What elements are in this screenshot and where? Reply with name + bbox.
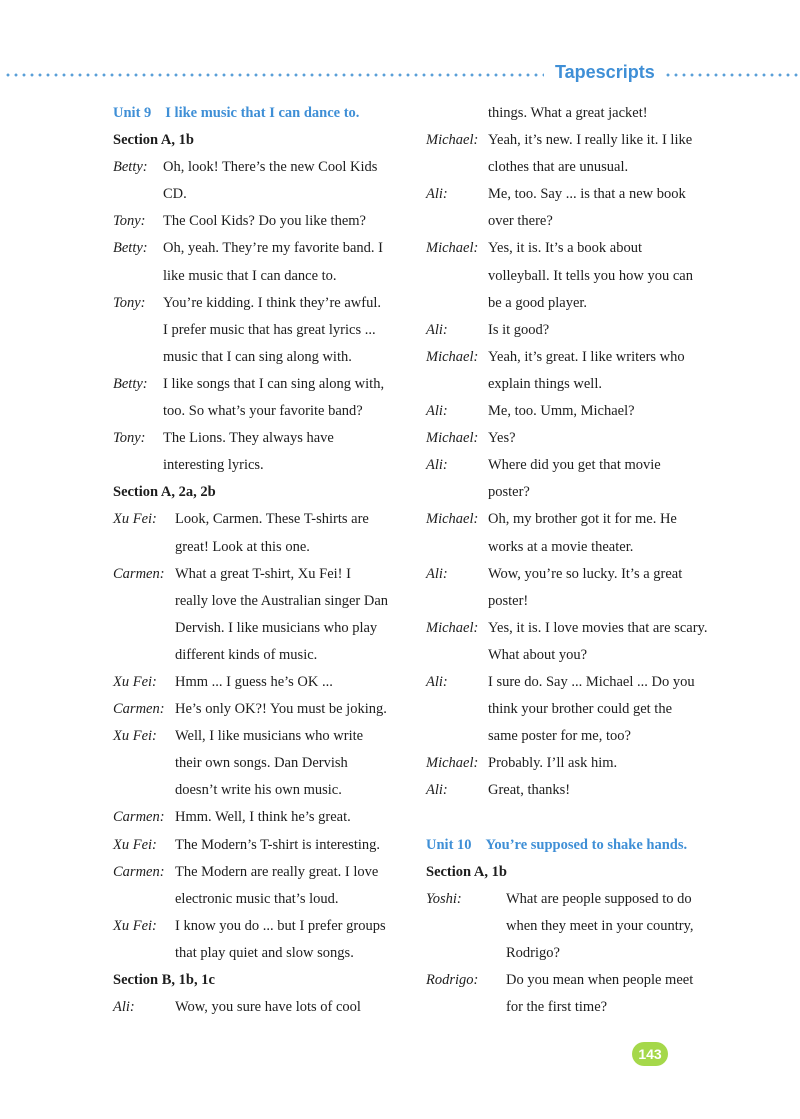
dialogue-line — [426, 425, 726, 452]
dialogue-line — [426, 642, 726, 669]
speaker-name: Ali: — [426, 186, 448, 203]
dialogue-line — [113, 750, 413, 777]
dialogue-line — [426, 479, 726, 506]
dialogue-line — [426, 615, 726, 642]
dialogue-line — [113, 588, 413, 615]
speaker-name: Ali: — [426, 457, 448, 474]
dialogue-text: different kinds of music. — [175, 646, 318, 663]
dialogue-text: The Cool Kids? Do you like them? — [163, 213, 366, 230]
speaker-name: Tony: — [113, 430, 146, 447]
dialogue-text: The Modern’s T-shirt is interesting. — [175, 836, 380, 853]
dialogue-line — [426, 723, 726, 750]
dialogue-text: explain things well. — [488, 375, 602, 392]
header-title: Tapescripts — [555, 62, 655, 82]
dialogue-text: Hmm. Well, I think he’s great. — [175, 809, 351, 826]
dotted-rule-left — [4, 73, 544, 77]
dialogue-line — [113, 398, 413, 425]
section-heading: Section B, 1b, 1c — [113, 972, 215, 988]
dialogue-line — [426, 886, 726, 913]
dialogue-line — [426, 127, 726, 154]
dialogue-text: Yeah, it’s great. I like writers who — [488, 348, 685, 365]
dialogue-text: I sure do. Say ... Michael ... Do you — [488, 673, 695, 690]
dialogue-text: The Lions. They always have — [163, 430, 334, 447]
speaker-name: Xu Fei: — [113, 673, 157, 690]
speaker-name: Ali: — [426, 403, 448, 420]
dialogue-text: CD. — [163, 186, 187, 203]
dialogue-text: Yeah, it’s new. I really like it. I like — [488, 132, 693, 149]
dialogue-text: What are people supposed to do — [506, 890, 692, 907]
speaker-name: Xu Fei: — [113, 511, 157, 528]
speaker-name: Yoshi: — [426, 890, 462, 907]
speaker-name: Tony: — [113, 213, 146, 230]
dialogue-text: Oh, look! There’s the new Cool Kids — [163, 159, 378, 176]
dialogue-line — [426, 371, 726, 398]
dialogue-text: over there? — [488, 213, 553, 230]
dialogue-block — [426, 886, 726, 1021]
dialogue-text: Do you mean when people meet — [506, 972, 694, 988]
dialogue-line — [426, 994, 726, 1021]
dialogue-line — [113, 723, 413, 750]
dialogue-text: What about you? — [488, 646, 588, 663]
dialogue-text: same poster for me, too? — [488, 728, 631, 745]
dialogue-text: Wow, you’re so lucky. It’s a great — [488, 565, 683, 582]
dialogue-block — [426, 100, 726, 804]
dialogue-line — [426, 669, 726, 696]
dialogue-line — [113, 777, 413, 804]
dialogue-line — [113, 642, 413, 669]
dialogue-text: when they meet in your country, — [506, 917, 694, 934]
dialogue-line — [113, 615, 413, 642]
section-heading: Section A, 1b — [113, 132, 194, 149]
dialogue-line — [113, 208, 413, 235]
unit-number: Unit 9 — [113, 105, 152, 121]
speaker-name: Ali: — [426, 565, 448, 582]
dialogue-line — [426, 235, 726, 262]
dialogue-text: things. What a great jacket! — [488, 105, 648, 121]
dialogue-line — [113, 425, 413, 452]
dialogue-text: What a great T-shirt, Xu Fei! I — [175, 565, 351, 582]
dialogue-line — [113, 263, 413, 290]
dialogue-text: Rodrigo? — [506, 944, 560, 961]
dialogue-text: Oh, yeah. They’re my favorite band. I — [163, 240, 383, 257]
speaker-name: Betty: — [113, 159, 148, 176]
speaker-name: Carmen: — [113, 565, 165, 582]
speaker-name: Tony: — [113, 294, 146, 311]
dialogue-text: I like songs that I can sing along with, — [163, 375, 385, 392]
speaker-name: Rodrigo: — [426, 972, 479, 988]
dialogue-line — [113, 452, 413, 479]
dialogue-line — [113, 534, 413, 561]
dialogue-line — [426, 696, 726, 723]
spacer — [426, 804, 726, 831]
speaker-name: Carmen: — [113, 809, 165, 826]
dialogue-line — [113, 859, 413, 886]
speaker-name: Michael: — [426, 755, 479, 772]
dialogue-text: Where did you get that movie — [488, 457, 661, 474]
dialogue-line — [426, 777, 726, 804]
dialogue-text: Yes, it is. I love movies that are scary. — [488, 619, 708, 636]
dotted-rule-right — [664, 73, 800, 77]
dialogue-line — [113, 317, 413, 344]
dialogue-text: be a good player. — [488, 294, 588, 311]
dialogue-text: Yes, it is. It’s a book about — [488, 240, 643, 257]
dialogue-line — [113, 344, 413, 371]
speaker-name: Ali: — [426, 782, 448, 799]
dialogue-text: their own songs. Dan Dervish — [175, 755, 348, 772]
section-heading: Section A, 1b — [426, 863, 507, 880]
dialogue-text: Probably. I’ll ask him. — [488, 755, 618, 772]
speaker-name: Xu Fei: — [113, 836, 157, 853]
speaker-name: Michael: — [426, 511, 479, 528]
dialogue-text: works at a movie theater. — [488, 538, 634, 555]
dialogue-text: Me, too. Umm, Michael? — [488, 403, 635, 420]
dialogue-line — [426, 506, 726, 533]
speaker-name: Michael: — [426, 132, 479, 149]
dialogue-text: too. So what’s your favorite band? — [163, 403, 363, 420]
dialogue-text: great! Look at this one. — [175, 538, 310, 555]
speaker-name: Ali: — [113, 999, 135, 1016]
dialogue-block — [113, 994, 413, 1021]
speaker-name: Betty: — [113, 240, 148, 257]
dialogue-text: think your brother could get the — [488, 701, 673, 718]
dialogue-text: poster? — [488, 484, 530, 501]
unit-10-heading — [426, 832, 726, 859]
dialogue-line — [426, 263, 726, 290]
dialogue-text: poster! — [488, 592, 529, 609]
dialogue-text: music that I can sing along with. — [163, 348, 352, 365]
dialogue-text: volleyball. It tells you how you can — [488, 267, 693, 284]
dialogue-line — [113, 181, 413, 208]
dialogue-line — [113, 940, 413, 967]
dialogue-line — [113, 669, 413, 696]
unit-title: I like music that I can dance to. — [165, 105, 360, 121]
speaker-name: Michael: — [426, 619, 479, 636]
dialogue-line — [113, 371, 413, 398]
dialogue-text: doesn’t write his own music. — [175, 782, 342, 799]
speaker-name: Michael: — [426, 430, 479, 447]
dialogue-line — [426, 750, 726, 777]
dialogue-text: interesting lyrics. — [163, 457, 264, 474]
dialogue-line — [113, 290, 413, 317]
dialogue-line — [426, 940, 726, 967]
page-header — [0, 62, 800, 88]
right-column — [426, 100, 726, 1021]
dialogue-line — [426, 561, 726, 588]
dialogue-text: Yes? — [488, 430, 516, 447]
dialogue-line — [113, 154, 413, 181]
dialogue-text: Well, I like musicians who write — [175, 728, 364, 745]
dialogue-line — [113, 506, 413, 533]
dialogue-line — [426, 208, 726, 235]
dialogue-line — [426, 452, 726, 479]
dialogue-block — [113, 506, 413, 967]
dialogue-line — [426, 181, 726, 208]
dialogue-text: Great, thanks! — [488, 782, 571, 799]
dialogue-line — [426, 534, 726, 561]
dialogue-line — [113, 235, 413, 262]
dialogue-text: Look, Carmen. These T-shirts are — [175, 511, 369, 528]
dialogue-text: for the first time? — [506, 999, 608, 1016]
dialogue-text: You’re kidding. I think they’re awful. — [163, 294, 382, 311]
dialogue-text: He’s only OK?! You must be joking. — [175, 701, 387, 718]
unit-9-heading — [113, 100, 413, 127]
dialogue-line — [113, 561, 413, 588]
speaker-name: Michael: — [426, 240, 479, 257]
speaker-name: Ali: — [426, 321, 448, 338]
dialogue-line — [426, 967, 726, 994]
dialogue-line — [426, 344, 726, 371]
dialogue-text: I know you do ... but I prefer groups — [175, 917, 386, 934]
dialogue-line — [426, 317, 726, 344]
unit-title: You’re supposed to shake hands. — [485, 836, 688, 853]
dialogue-text: Wow, you sure have lots of cool — [175, 999, 361, 1016]
dialogue-text: clothes that are unusual. — [488, 159, 629, 176]
dialogue-block — [113, 154, 413, 479]
dialogue-text: really love the Australian singer Dan — [175, 592, 389, 609]
dialogue-text: I prefer music that has great lyrics ... — [163, 321, 376, 338]
page-number-badge: 143 — [632, 1042, 668, 1066]
dialogue-text: The Modern are really great. I love — [175, 863, 379, 880]
dialogue-text: like music that I can dance to. — [163, 267, 337, 284]
left-column — [113, 100, 413, 1021]
dialogue-text: that play quiet and slow songs. — [175, 944, 354, 961]
dialogue-line — [113, 832, 413, 859]
dialogue-line — [426, 398, 726, 425]
dialogue-line — [113, 913, 413, 940]
dialogue-text: electronic music that’s loud. — [175, 890, 339, 907]
dialogue-text: Dervish. I like musicians who play — [175, 619, 378, 636]
dialogue-text: Me, too. Say ... is that a new book — [488, 186, 686, 203]
dialogue-text: Is it good? — [488, 321, 550, 338]
section-heading: Section A, 2a, 2b — [113, 484, 216, 501]
speaker-name: Carmen: — [113, 701, 165, 718]
speaker-name: Michael: — [426, 348, 479, 365]
dialogue-text: Hmm ... I guess he’s OK ... — [175, 673, 333, 690]
dialogue-line — [113, 696, 413, 723]
dialogue-line — [113, 804, 413, 831]
dialogue-line — [426, 100, 726, 127]
dialogue-text: Oh, my brother got it for me. He — [488, 511, 677, 528]
speaker-name: Xu Fei: — [113, 917, 157, 934]
speaker-name: Xu Fei: — [113, 728, 157, 745]
speaker-name: Betty: — [113, 375, 148, 392]
speaker-name: Carmen: — [113, 863, 165, 880]
speaker-name: Ali: — [426, 673, 448, 690]
dialogue-line — [426, 154, 726, 181]
unit-number: Unit 10 — [426, 836, 472, 853]
dialogue-line — [426, 913, 726, 940]
dialogue-line — [113, 886, 413, 913]
dialogue-line — [426, 290, 726, 317]
dialogue-line — [426, 588, 726, 615]
dialogue-line — [113, 994, 413, 1021]
